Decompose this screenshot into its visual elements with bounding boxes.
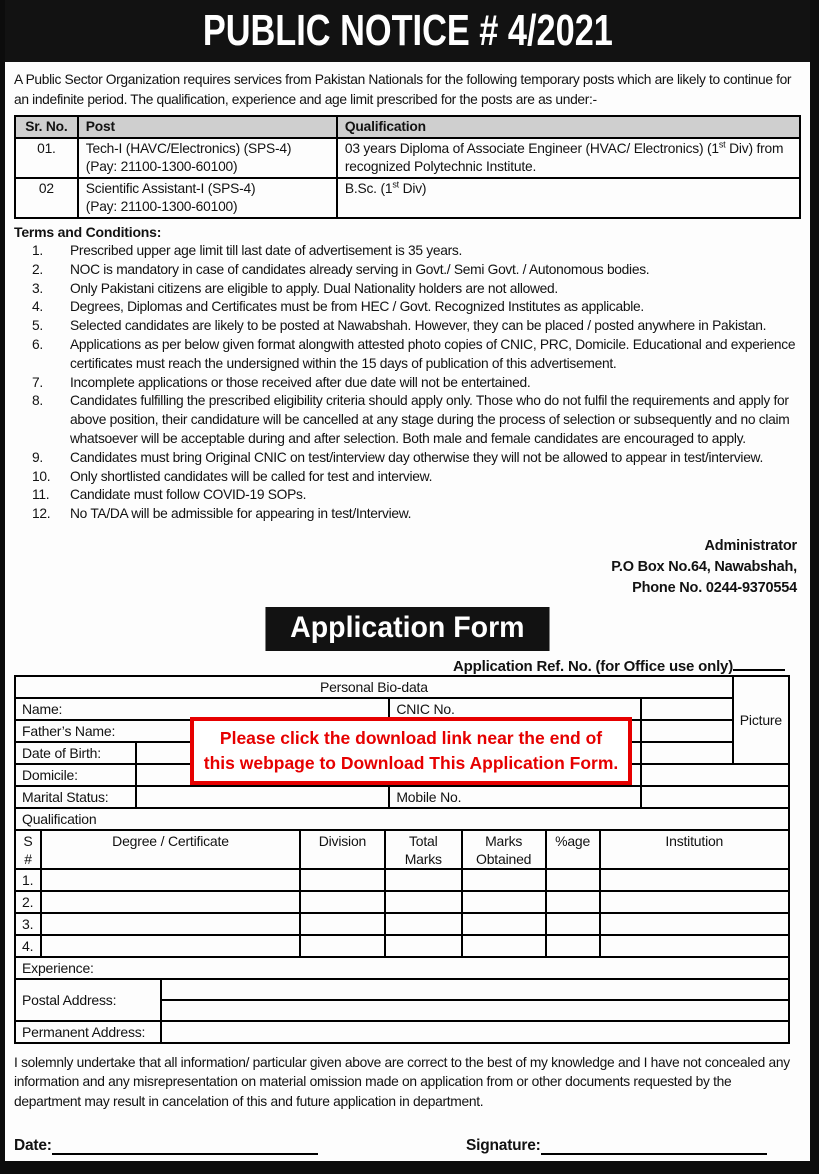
list-item	[14, 317, 801, 336]
list-item	[14, 505, 801, 524]
application-form-title-wrap	[14, 607, 801, 651]
download-note-line2: this webpage to Download This Application Form.	[203, 753, 619, 773]
qual-row-number: 3.	[15, 913, 41, 935]
term-text: Prescribed upper age limit till last date of advertisement is 35 years.	[70, 243, 463, 258]
postal-address-field-2	[161, 1000, 789, 1021]
posts-table	[14, 115, 801, 219]
blank-field	[546, 935, 600, 957]
blank-field	[41, 935, 300, 957]
list-item	[14, 280, 801, 299]
blank-field	[641, 720, 733, 742]
term-number: 1.	[32, 243, 43, 258]
list-item	[14, 242, 801, 261]
term-number: 9.	[32, 449, 43, 465]
term-number: 10.	[32, 468, 51, 484]
blank-field	[600, 913, 789, 935]
qualification-table	[14, 807, 790, 958]
table-row	[15, 979, 789, 1000]
post-pay-scale: (Pay: 21100-1300-60100)	[85, 199, 238, 214]
name-label: Name:	[15, 698, 389, 720]
posts-header-row	[15, 116, 800, 138]
term-text: Only shortlisted candidates will be called for test and interview.	[70, 468, 433, 484]
application-ref-label: Application Ref. No. (for Office use only)	[453, 657, 733, 675]
blank-field	[641, 742, 733, 764]
table-row	[15, 869, 789, 891]
cnic-field	[641, 698, 733, 720]
term-text: Selected candidates are likely to be posted at Nawabshah. However, they can be placed / posted anywhere in Pakistan.	[70, 318, 767, 334]
qualification-header-row	[15, 830, 789, 869]
signatory-address: P.O Box No.64, Nawabshah,	[611, 558, 797, 575]
table-row	[15, 913, 789, 935]
term-number: 3.	[32, 280, 43, 296]
post-qualification-cell	[337, 138, 800, 178]
list-item	[14, 336, 801, 374]
list-item	[14, 486, 801, 505]
term-text: Applications as per below given format alongwith attested photo copies of CNIC, PRC, Domicile. Educational and experience certificates must reach the undersigned within the 15 days of publication of this advertisement.	[70, 336, 796, 371]
term-text: NOC is mandatory in case of candidates already serving in Govt./ Semi Govt. / Autonomous bodies.	[70, 261, 650, 277]
application-ref-blank	[733, 658, 785, 671]
blank-field	[546, 869, 600, 891]
document-page	[5, 0, 810, 1161]
experience-label: Experience:	[15, 957, 789, 979]
signature-blank-line	[541, 1142, 767, 1155]
signature-block	[466, 1137, 810, 1155]
blank-field	[385, 913, 462, 935]
post-sr-number: 01.	[15, 138, 78, 178]
blank-field	[641, 764, 789, 786]
marital-status-label: Marital Status:	[15, 786, 136, 808]
term-number: 2.	[32, 261, 43, 277]
term-text: No TA/DA will be admissible for appearing in test/Interview.	[70, 506, 412, 522]
terms-heading: Terms and Conditions:	[14, 224, 162, 240]
table-row	[15, 808, 789, 830]
biodata-section-title: Personal Bio-data	[15, 676, 733, 698]
posts-header-post: Post	[78, 116, 337, 138]
father-name-label: Father’s Name:	[15, 720, 389, 742]
list-item	[14, 449, 801, 468]
table-row	[15, 957, 789, 979]
post-title-cell	[78, 178, 337, 218]
table-row	[15, 676, 789, 698]
postal-address-label: Postal Address:	[15, 979, 161, 1021]
term-text: Candidate must follow COVID-19 SOPs.	[70, 487, 307, 503]
dob-label: Date of Birth:	[15, 742, 136, 764]
qualification-text-cont: Div) from recognized Polytechnic Institute.	[344, 141, 784, 174]
blank-field	[41, 869, 300, 891]
domicile-label: Domicile:	[15, 764, 136, 786]
qual-header-marks-obtained: Marks Obtained	[462, 830, 546, 869]
qual-header-division: Division	[300, 830, 385, 869]
qualification-text-cont: Div)	[398, 181, 427, 196]
download-note-line1: Please click the download link near the end of	[219, 728, 603, 748]
qualification-text: 03 years Diploma of Associate Engineer (HVAC/ Electronics) (1	[344, 141, 719, 156]
qual-row-number: 4.	[15, 935, 41, 957]
blank-field	[385, 891, 462, 913]
ordinal-superscript: st	[392, 179, 399, 190]
notice-title: PUBLIC NOTICE # 4/2021	[202, 6, 613, 55]
blank-field	[300, 891, 385, 913]
download-note-overlay	[190, 717, 632, 785]
term-text: Only Pakistani citizens are eligible to apply. Dual Nationality holders are not allowed.	[70, 280, 558, 296]
table-row	[15, 138, 800, 178]
signatory-title: Administrator	[704, 537, 797, 554]
blank-field	[300, 935, 385, 957]
qual-header-degree: Degree / Certificate	[41, 830, 300, 869]
blank-field	[462, 869, 546, 891]
date-block	[14, 1137, 466, 1155]
qual-row-number: 1.	[15, 869, 41, 891]
date-blank-line	[52, 1142, 318, 1155]
term-number: 11.	[32, 487, 50, 503]
blank-field	[600, 891, 789, 913]
mobile-field	[641, 786, 789, 808]
term-text: Degrees, Diplomas and Certificates must be from HEC / Govt. Recognized Institutes as applicable.	[70, 299, 644, 315]
postal-address-field	[161, 979, 789, 1000]
term-number: 7.	[32, 374, 43, 390]
address-table	[14, 956, 790, 1044]
mobile-label: Mobile No.	[389, 786, 641, 808]
posts-header-sr: Sr. No.	[15, 116, 78, 138]
blank-field	[546, 913, 600, 935]
application-ref-line	[14, 658, 801, 675]
qual-header-institution: Institution	[600, 830, 789, 869]
blank-field	[300, 869, 385, 891]
qual-header-total-marks: Total Marks	[385, 830, 462, 869]
signatory-phone: Phone No. 0244-9370554	[632, 579, 797, 596]
post-pay-scale: (Pay: 21100-1300-60100)	[85, 159, 238, 174]
table-row	[15, 891, 789, 913]
post-title-cell	[78, 138, 337, 178]
qual-header-sno: S #	[15, 830, 41, 869]
post-title: Tech-I (HAVC/Electronics) (SPS-4)	[85, 141, 292, 156]
intro-paragraph: A Public Sector Organization requires services from Pakistan Nationals for the following temporary posts which are likely to continue for an indefinite period. The qualification, experience and age limit prescribed for the posts are as under:-	[14, 72, 792, 107]
blank-field	[600, 935, 789, 957]
blank-field	[600, 869, 789, 891]
term-number: 4.	[32, 299, 43, 315]
post-sr-number: 02	[15, 178, 78, 218]
blank-field	[41, 891, 300, 913]
list-item	[14, 261, 801, 280]
blank-field	[41, 913, 300, 935]
term-number: 12.	[32, 506, 51, 522]
blank-field	[385, 935, 462, 957]
table-row	[15, 786, 789, 808]
declaration-paragraph: I solemnly undertake that all information/ particular given above are correct to the best of my knowledge and I have not concealed any information and any misrepresentation on material omission made on application from or other documents requested by the department may result in cancelation of this and future application in department.	[14, 1054, 790, 1109]
blank-field	[462, 891, 546, 913]
blank-field	[546, 891, 600, 913]
term-number: 8.	[32, 393, 43, 409]
post-qualification-cell	[337, 178, 800, 218]
term-text: Incomplete applications or those received after due date will not be entertained.	[70, 374, 531, 390]
table-row	[15, 178, 800, 218]
ordinal-superscript: st	[718, 139, 726, 150]
table-row	[15, 935, 789, 957]
post-title: Scientific Assistant-I (SPS-4)	[85, 181, 256, 196]
qualification-text: B.Sc. (1	[344, 181, 393, 196]
blank-field	[300, 913, 385, 935]
term-text: Candidates fulfilling the prescribed eligibility criteria should apply only. Those who do not fulfil the requirements and apply for above position, their candidature will be cancelled at any stage during the process of selection or subsequently and no claim whatsoever will be acceptable during and after selection. Both male and female candidates are encouraged to apply.	[70, 393, 790, 446]
qualification-section-title: Qualification	[15, 808, 789, 830]
marital-status-field	[136, 786, 390, 808]
term-number: 5.	[32, 318, 43, 334]
list-item	[14, 298, 801, 317]
blank-field	[462, 913, 546, 935]
permanent-address-field	[161, 1021, 789, 1043]
date-signature-row	[14, 1137, 801, 1155]
term-number: 6.	[32, 336, 43, 352]
permanent-address-label: Permanent Address:	[15, 1021, 161, 1043]
application-form-title: Application Form	[266, 607, 550, 651]
cnic-label: CNIC No.	[389, 698, 641, 720]
terms-list	[14, 242, 801, 524]
document-content	[5, 70, 810, 1155]
list-item	[14, 374, 801, 393]
table-row	[15, 1021, 789, 1043]
list-item	[14, 468, 801, 487]
blank-field	[462, 935, 546, 957]
posts-header-qualification: Qualification	[337, 116, 800, 138]
picture-box: Picture	[733, 676, 789, 764]
notice-banner	[5, 0, 810, 62]
term-text: Candidates must bring Original CNIC on test/interview day otherwise they will not be allowed to appear in test/interview.	[70, 449, 763, 465]
qual-header-percentage: %age	[546, 830, 600, 869]
signatory-block	[14, 536, 801, 599]
blank-field	[385, 869, 462, 891]
qual-row-number: 2.	[15, 891, 41, 913]
date-label: Date:	[14, 1137, 52, 1155]
signature-label: Signature:	[466, 1137, 541, 1155]
list-item	[14, 392, 801, 448]
